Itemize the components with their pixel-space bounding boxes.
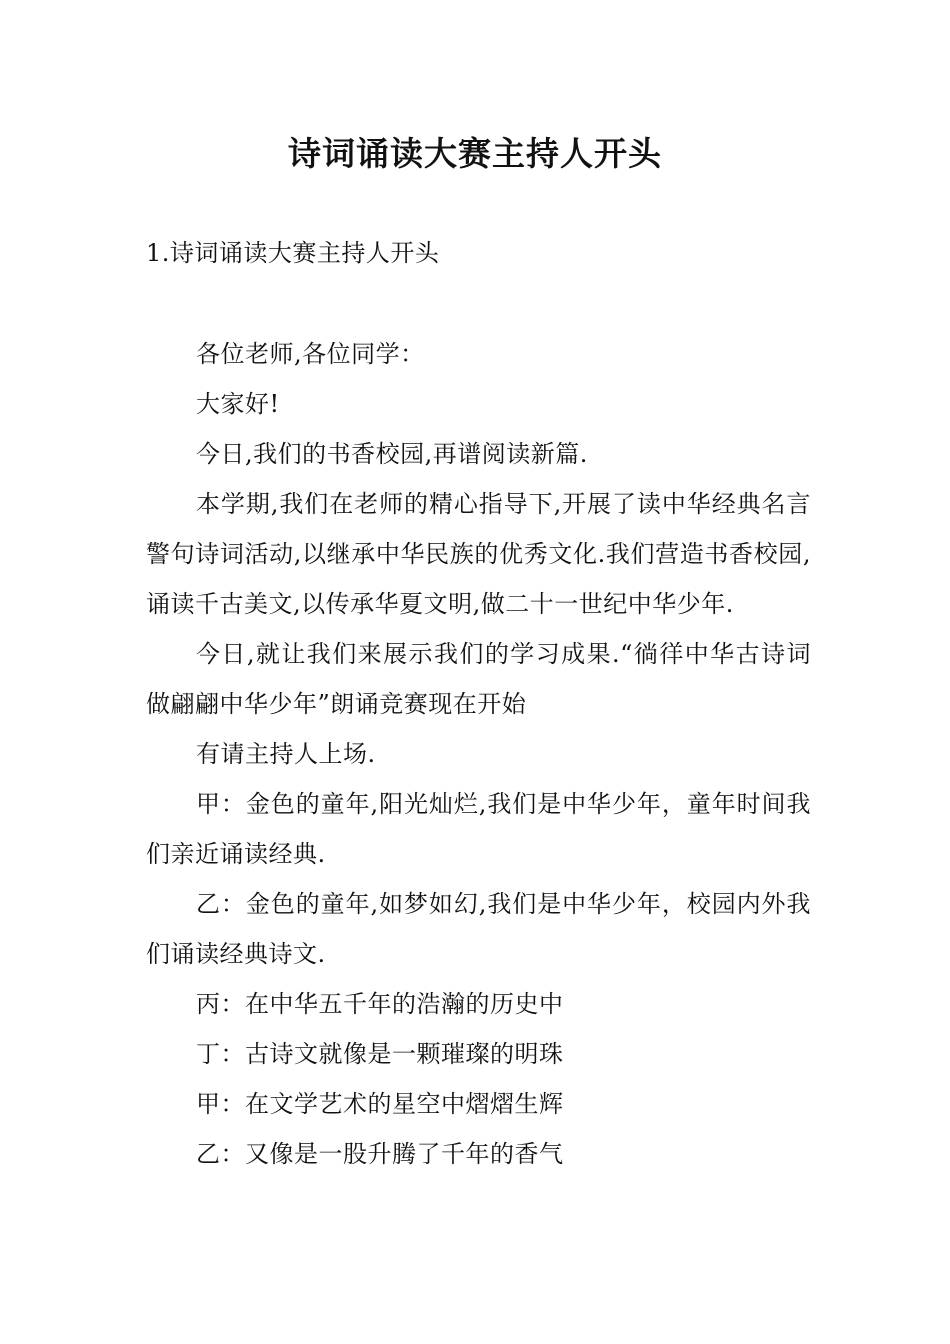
document-title: 诗词诵读大赛主持人开头 <box>288 134 662 173</box>
document-body <box>146 329 811 1179</box>
paragraph-host-jia-2: 甲：在文学艺术的星空中熠熠生辉 <box>196 1090 564 1118</box>
paragraph-today: 今日,我们的书香校园,再谱阅读新篇. <box>196 440 588 468</box>
section-heading: 1.诗词诵读大赛主持人开头 <box>146 239 440 267</box>
paragraph-hello: 大家好! <box>196 390 280 418</box>
paragraph-host-yi-1: 乙：金色的童年,如梦如幻,我们是中华少年，校园内外我们诵读经典诗文. <box>146 890 811 968</box>
paragraph-host-bing: 丙：在中华五千年的浩瀚的历史中 <box>196 990 564 1018</box>
paragraph-invite-hosts: 有请主持人上场. <box>196 740 376 768</box>
paragraph-competition-start: 今日,就让我们来展示我们的学习成果.“徜徉中华古诗词做翩翩中华少年”朗诵竞赛现在开始 <box>146 640 811 718</box>
paragraph-greeting: 各位老师,各位同学： <box>196 340 425 368</box>
paragraph-semester: 本学期,我们在老师的精心指导下,开展了读中华经典名言警句诗词活动,以继承中华民族的优秀文化.我们营造书香校园,诵读千古美文,以传承华夏文明,做二十一世纪中华少年. <box>146 490 811 618</box>
paragraph-host-yi-2: 乙：又像是一股升腾了千年的香气 <box>196 1140 564 1168</box>
paragraph-host-ding: 丁：古诗文就像是一颗璀璨的明珠 <box>196 1040 564 1068</box>
paragraph-host-jia-1: 甲：金色的童年,阳光灿烂,我们是中华少年，童年时间我们亲近诵读经典. <box>146 790 811 868</box>
